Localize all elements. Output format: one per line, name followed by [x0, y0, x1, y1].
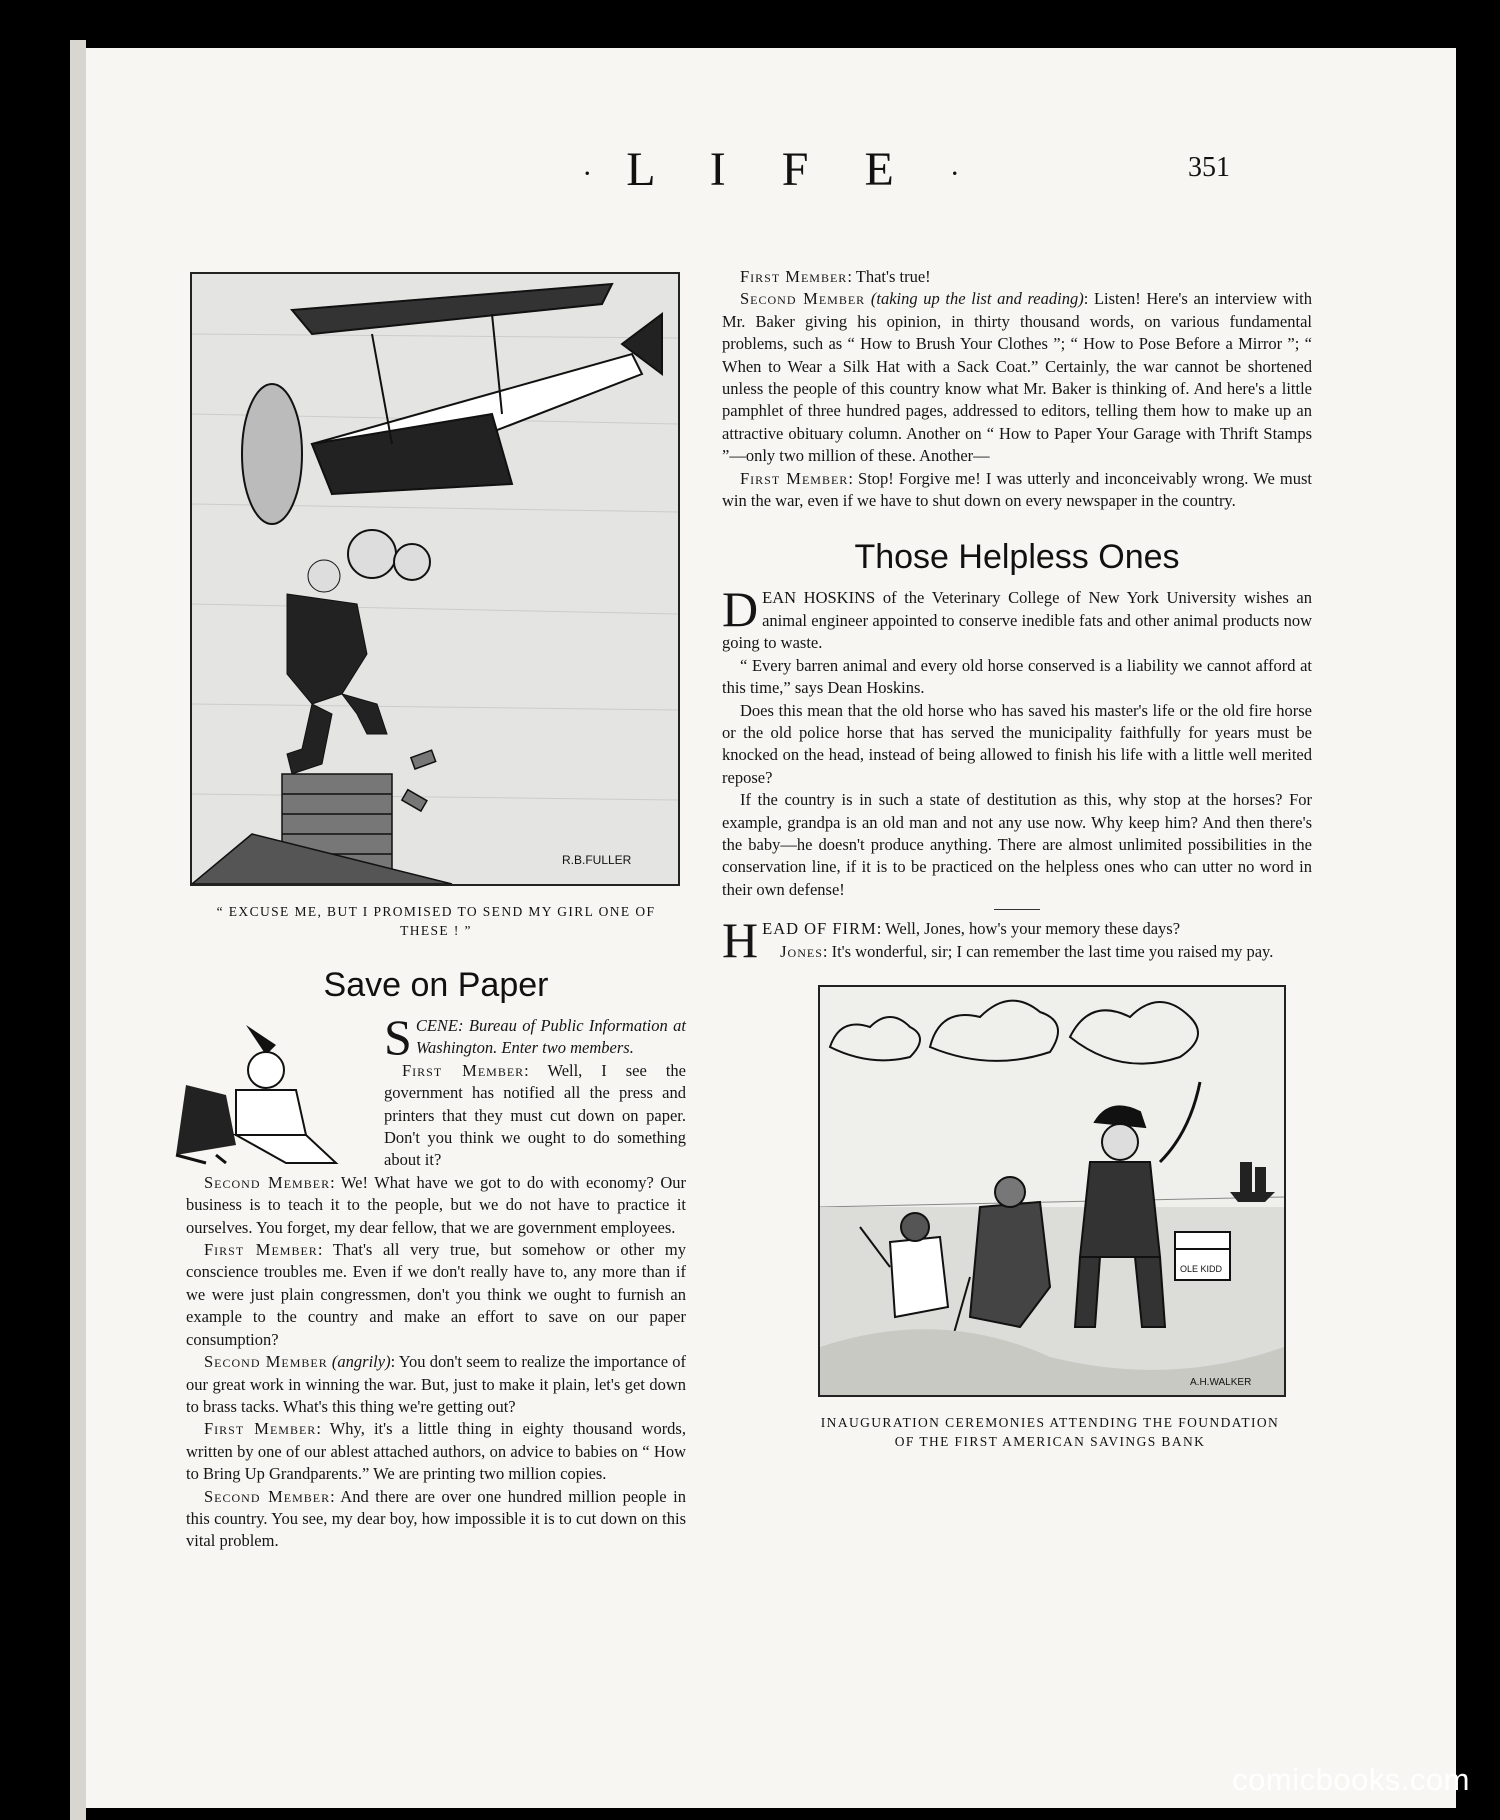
helpless-para-3: Does this mean that the old horse who has saved his master's life or the old fire horse or the old police horse that has served the municipality faithfully for years must be knocked on the head, instead of being allowed to finish his life with a little well merited repose?	[722, 700, 1312, 787]
speaker-label: First Member	[402, 1060, 525, 1080]
pirate-caption-line-1: INAUGURATION CEREMONIES ATTENDING THE FOUNDATION	[820, 1414, 1280, 1430]
dialogue-text: : You don't seem to realize the importance of our great work in winning the war. But, just to make it plain, let's get down to brass tacks. What's this thing we're getting out?	[186, 1352, 686, 1416]
airplane-cartoon-art	[192, 274, 678, 884]
dialogue-text: : It's wonderful, sir; I can remember the last time you raised my pay.	[822, 941, 1274, 961]
pirate-cartoon-caption	[818, 1413, 1282, 1451]
site-watermark: comicbooks.com	[1232, 1762, 1470, 1797]
save-para-6	[186, 1486, 686, 1553]
magazine-page	[86, 48, 1456, 1808]
speaker-label: Second Member	[204, 1172, 331, 1192]
speaker-label: First Member	[740, 267, 848, 286]
helpless-ones-body	[722, 581, 1312, 901]
speaker-label: First Member	[204, 1419, 317, 1439]
helpless-para-1	[722, 581, 1312, 654]
dialogue-text: : That's true!	[847, 267, 931, 286]
joke-section	[722, 912, 1312, 969]
dialogue-text: : That's all very true, but somehow or other my conscience troubles me. Even if we don't really have to, any more than if we were just plain congressmen, don't you think we ought to furnish an example to the country and make an effort to save on our paper consumption?	[186, 1240, 686, 1349]
masthead-title: L I F E	[626, 143, 916, 196]
pirate-caption-line-2: OF THE FIRST AMERICAN SAVINGS BANK	[894, 1433, 1206, 1449]
airplane-cartoon-caption: “ EXCUSE ME, BUT I PROMISED TO SEND MY GIRL ONE OF THESE ! ”	[216, 904, 656, 938]
speaker-label: Second Member	[204, 1486, 331, 1506]
save-para-4	[186, 1351, 686, 1418]
speaker-label: Second Member	[204, 1352, 328, 1372]
save-para-5	[186, 1418, 686, 1485]
save-para-2	[186, 1172, 686, 1239]
treasure-chest	[1175, 1232, 1230, 1280]
dialogue-text: : Listen! Here's an interview with Mr. Baker giving his opinion, in thirty thousand words, on various fundamental problems, such as “ How to Brush Your Clothes ”; “ How to Pose Before a Mirror ”; “ When to Wear a Silk Hat with a Sack Coat.” Certainly, the war cannot be shortened unless the people of this country know what Mr. Baker is thinking of. And here's a little pamphlet of three hundred pages, addressed to editors, telling them how to make up an attractive obituary column. Another on “ How to Paper Your Garage with Thrift Stamps ”—only two million of these. Another—	[722, 289, 1313, 466]
save-on-paper-continued	[722, 266, 1312, 512]
speaker-label: Jones	[780, 941, 823, 961]
dialogue-text: : And there are over one hundred million people in this country. You see, my dear boy, how impossible it is to cut down on this vital problem.	[186, 1486, 686, 1551]
joke-dropcap: H	[722, 912, 759, 969]
airplane-cartoon-signature: R.B.FULLER	[562, 853, 632, 867]
treasure-chest-label: OLE KIDD	[1180, 1263, 1223, 1274]
speaker-label: First Member	[740, 468, 849, 488]
dialogue-text: : We! What have we got to do with economy? Our business is to teach it to the people, but we do not have to practice it ourselves. You forget, my dear fellow, that we are government employees.	[186, 1172, 686, 1237]
page-binding-edge	[70, 40, 86, 1820]
dialogue-text: : Why, it's a little thing in eighty thousand words, written by one of our ablest attached authors, on advice to babies on “ How to Bring Up Grandparents.” We are printing two million copies.	[186, 1419, 686, 1484]
section-divider	[994, 909, 1040, 910]
helpless-dropcap: D	[722, 581, 759, 638]
speaker-label: Second Member	[740, 289, 866, 309]
speaker-label: EAD OF FIRM	[762, 919, 877, 939]
stage-direction: (taking up the list and reading)	[870, 289, 1084, 309]
dialogue-text: : Well, I see the government has notified all the press and printers that they must cut down on paper. Don't you think we ought to do something about it?	[384, 1060, 686, 1170]
clerks-vignette	[166, 1015, 378, 1165]
save-on-paper-heading: Save on Paper	[323, 966, 549, 1004]
masthead-dot-right: ·	[949, 156, 960, 190]
save-dropcap: S	[384, 1009, 412, 1065]
save-on-paper-body	[186, 1009, 686, 1553]
pirate-cartoon	[818, 985, 1286, 1397]
save-cont-para-1	[722, 266, 1312, 288]
masthead-dot-left: ·	[582, 156, 593, 190]
save-cont-para-2	[722, 288, 1312, 467]
pirate-cartoon-art	[820, 987, 1284, 1395]
save-scene-italic: CENE: Bureau of Public Information at Washington. Enter two members.	[415, 1016, 686, 1058]
dialogue-text: : Stop! Forgive me! I was utterly and inconceivably wrong. We must win the war, even if we have to shut down on every newspaper in the country.	[722, 468, 1312, 511]
page-number: 351	[1188, 152, 1230, 183]
pirate-cartoon-signature: A.H.WALKER	[1190, 1376, 1252, 1388]
helpless-text: EAN HOSKINS of the Veterinary College of New York University wishes an animal engineer appointed to conserve inedible fats and other animal products now going to waste.	[722, 588, 1312, 653]
airplane-cartoon	[190, 272, 680, 886]
helpless-ones-heading: Those Helpless Ones	[854, 538, 1180, 577]
stage-direction: (angrily)	[331, 1352, 391, 1372]
speaker-label: First Member	[204, 1240, 318, 1260]
helpless-para-4: If the country is in such a state of destitution as this, why stop at the horses? For example, grandpa is an old man and not any use now. Why keep him? And then there's the baby—he doesn't produce anything. There are almost unlimited possibilities in the conservation line, if it is to be practiced on the helpless ones who can utter no word in their own defense!	[722, 790, 1312, 899]
right-column	[722, 218, 1312, 1451]
save-para-3	[186, 1239, 686, 1351]
left-column	[186, 218, 686, 1553]
save-cont-para-3	[722, 468, 1312, 513]
joke-line-2	[722, 941, 1312, 963]
dialogue-text: : Well, Jones, how's your memory these days?	[876, 919, 1181, 939]
helpless-para-2: “ Every barren animal and every old horse conserved is a liability we cannot afford at this time,” says Dean Hoskins.	[722, 655, 1312, 698]
masthead	[86, 142, 1456, 197]
